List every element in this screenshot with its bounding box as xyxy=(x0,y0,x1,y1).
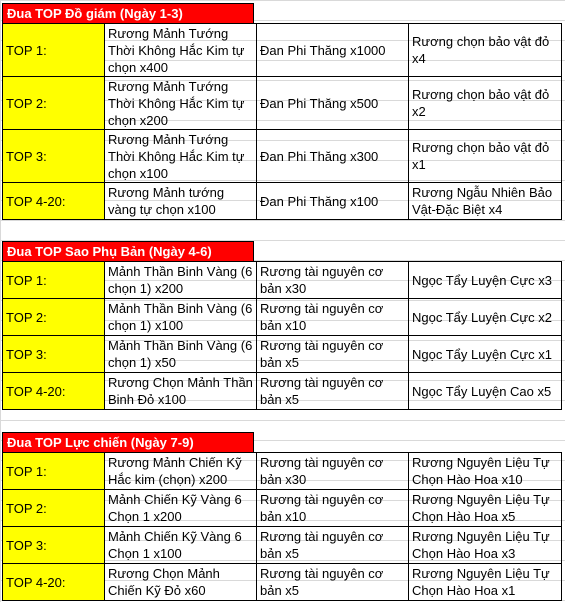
reward-cell: Rương chọn bảo vật đỏ x4 xyxy=(409,24,562,77)
reward-cell: Đan Phi Thăng x300 xyxy=(257,130,409,183)
reward-cell: Rương tài nguyên cơ bản x10 xyxy=(257,299,409,336)
table-row xyxy=(3,183,562,220)
table-row xyxy=(3,564,562,601)
rank-cell: TOP 4-20: xyxy=(3,564,105,601)
table-row xyxy=(3,490,562,527)
table-row xyxy=(3,527,562,564)
rank-cell: TOP 1: xyxy=(3,262,105,299)
reward-cell: Rương tài nguyên cơ bản x5 xyxy=(257,336,409,373)
reward-cell: Rương Nguyên Liệu Tự Chọn Hào Hoa x10 xyxy=(409,453,562,490)
table-row xyxy=(3,262,562,299)
reward-table xyxy=(2,23,562,220)
section-luc-chien xyxy=(2,432,561,601)
section-sao-phu-ban xyxy=(2,241,561,410)
reward-cell: Rương tài nguyên cơ bản x30 xyxy=(257,453,409,490)
rank-cell: TOP 3: xyxy=(3,130,105,183)
reward-cell: Rương Chọn Mảnh Thần Binh Đỏ x100 xyxy=(105,373,257,410)
rank-cell: TOP 4-20: xyxy=(3,373,105,410)
rank-cell: TOP 4-20: xyxy=(3,183,105,220)
reward-cell: Rương Nguyên Liệu Tự Chọn Hào Hoa x1 xyxy=(409,564,562,601)
rank-cell: TOP 1: xyxy=(3,453,105,490)
table-row xyxy=(3,24,562,77)
reward-cell: Rương Ngẫu Nhiên Bảo Vật-Đặc Biệt x4 xyxy=(409,183,562,220)
table-row xyxy=(3,77,562,130)
reward-cell: Mảnh Thần Binh Vàng (6 chọn 1) x200 xyxy=(105,262,257,299)
table-row xyxy=(3,299,562,336)
reward-cell: Đan Phi Thăng x100 xyxy=(257,183,409,220)
table-row xyxy=(3,453,562,490)
reward-cell: Đan Phi Thăng x500 xyxy=(257,77,409,130)
section-title: Đua TOP Sao Phụ Bản (Ngày 4-6) xyxy=(2,241,254,261)
rank-cell: TOP 1: xyxy=(3,24,105,77)
section-title: Đua TOP Đồ giám (Ngày 1-3) xyxy=(2,3,254,23)
table-row xyxy=(3,336,562,373)
reward-cell: Rương Mảnh Tướng Thời Không Hắc Kim tự chọn x200 xyxy=(105,77,257,130)
reward-cell: Rương tài nguyên cơ bản x5 xyxy=(257,564,409,601)
reward-cell: Ngọc Tẩy Luyện Cao x5 xyxy=(409,373,562,410)
table-row xyxy=(3,373,562,410)
reward-cell: Rương Mảnh Chiến Kỹ Hắc kim (chọn) x200 xyxy=(105,453,257,490)
reward-cell: Ngọc Tẩy Luyện Cực x3 xyxy=(409,262,562,299)
reward-cell: Rương tài nguyên cơ bản x10 xyxy=(257,490,409,527)
rank-cell: TOP 3: xyxy=(3,336,105,373)
reward-cell: Mảnh Thần Binh Vàng (6 chọn 1) x50 xyxy=(105,336,257,373)
reward-cell: Mảnh Chiến Kỹ Vàng 6 Chọn 1 x200 xyxy=(105,490,257,527)
reward-cell: Rương Mảnh tướng vàng tự chọn x100 xyxy=(105,183,257,220)
rank-cell: TOP 2: xyxy=(3,490,105,527)
reward-cell: Rương Nguyên Liệu Tự Chọn Hào Hoa x5 xyxy=(409,490,562,527)
rank-cell: TOP 2: xyxy=(3,77,105,130)
reward-cell: Đan Phi Thăng x1000 xyxy=(257,24,409,77)
reward-cell: Ngọc Tẩy Luyện Cực x1 xyxy=(409,336,562,373)
section-do-giam xyxy=(2,3,561,220)
reward-cell: Mảnh Chiến Kỹ Vàng 6 Chọn 1 x100 xyxy=(105,527,257,564)
rank-cell: TOP 3: xyxy=(3,527,105,564)
rank-cell: TOP 2: xyxy=(3,299,105,336)
reward-cell: Rương tài nguyên cơ bản x5 xyxy=(257,373,409,410)
reward-cell: Ngọc Tẩy Luyện Cực x2 xyxy=(409,299,562,336)
table-row xyxy=(3,130,562,183)
reward-cell: Rương Chọn Mảnh Chiến Kỹ Đỏ x60 xyxy=(105,564,257,601)
reward-cell: Rương chọn bảo vật đỏ x2 xyxy=(409,77,562,130)
reward-table xyxy=(2,261,562,410)
reward-cell: Rương Mảnh Tướng Thời Không Hắc Kim tự chọn x400 xyxy=(105,24,257,77)
reward-cell: Mảnh Thần Binh Vàng (6 chọn 1) x100 xyxy=(105,299,257,336)
reward-cell: Rương tài nguyên cơ bản x30 xyxy=(257,262,409,299)
reward-cell: Rương chọn bảo vật đỏ x1 xyxy=(409,130,562,183)
reward-cell: Rương Mảnh Tướng Thời Không Hắc Kim tự chọn x100 xyxy=(105,130,257,183)
section-title: Đua TOP Lực chiến (Ngày 7-9) xyxy=(2,432,254,452)
reward-table xyxy=(2,452,562,601)
reward-cell: Rương Nguyên Liệu Tự Chọn Hào Hoa x3 xyxy=(409,527,562,564)
reward-cell: Rương tài nguyên cơ bản x5 xyxy=(257,527,409,564)
